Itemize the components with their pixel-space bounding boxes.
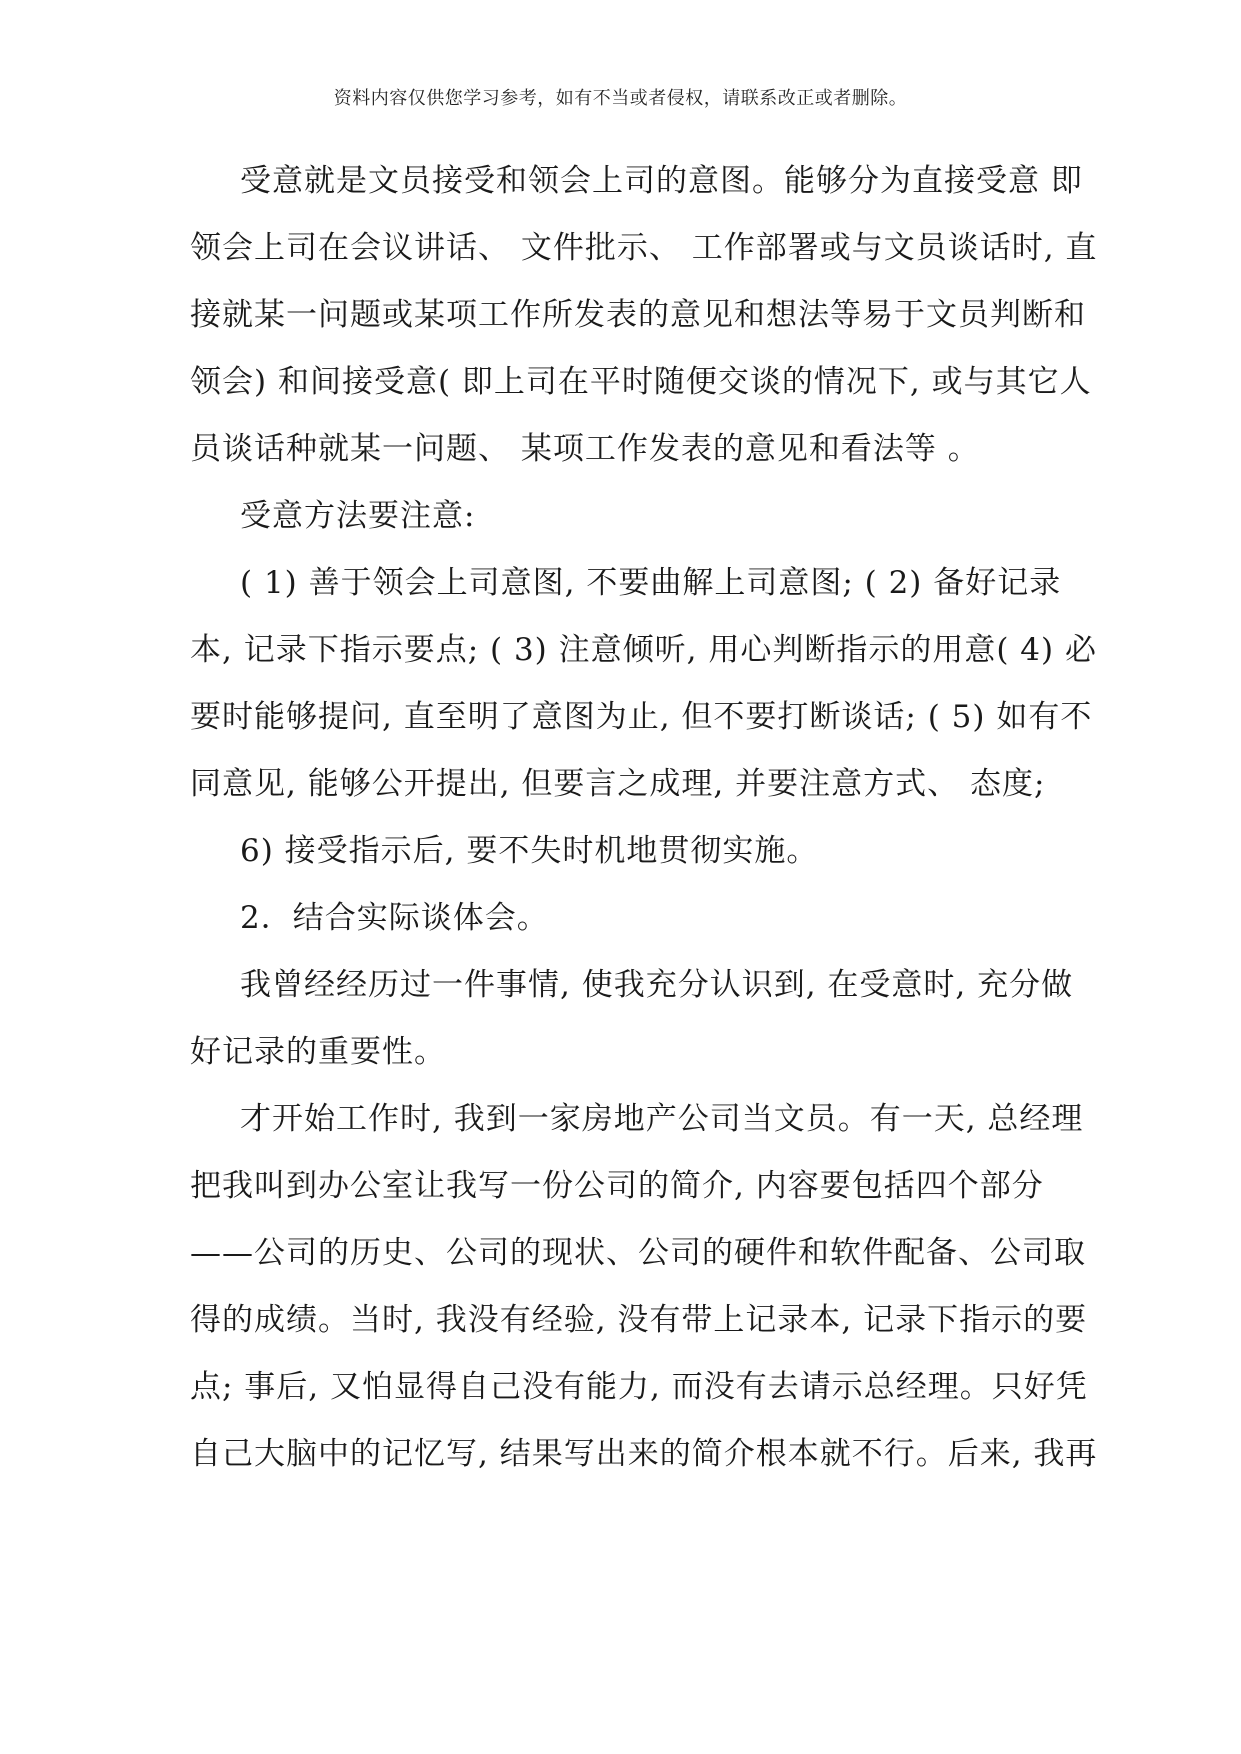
text-line: 才开始工作时, 我到一家房地产公司当文员。有一天, 总经理 xyxy=(240,1101,1084,1137)
disclaimer-header: 资料内容仅供您学习参考，如有不当或者侵权，请联系改正或者删除。 xyxy=(333,88,908,109)
text-line: 要时能够提问, 直至明了意图为止, 但不要打断谈话; ( 5) 如有不 xyxy=(190,699,1093,735)
text-line: 点; 事后, 又怕显得自己没有能力, 而没有去请示总经理。只好凭 xyxy=(190,1369,1088,1405)
text-line: 我曾经经历过一件事情, 使我充分认识到, 在受意时, 充分做 xyxy=(240,967,1074,1003)
text-line: ——公司的历史、公司的现状、公司的硬件和软件配备、公司取 xyxy=(190,1235,1086,1271)
text-line: 领会) 和间接受意( 即上司在平时随便交谈的情况下, 或与其它人 xyxy=(190,364,1092,400)
text-line: 领会上司在会议讲话、 文件批示、 工作部署或与文员谈话时, 直 xyxy=(190,230,1098,266)
body-text xyxy=(190,148,1098,1488)
text-line: 接就某一问题或某项工作所发表的意见和想法等易于文员判断和 xyxy=(190,297,1086,333)
text-line: 自己大脑中的记忆写, 结果写出来的简介根本就不行。后来, 我再 xyxy=(190,1436,1098,1472)
text-line: 本, 记录下指示要点; ( 3) 注意倾听, 用心判断指示的用意( 4) 必 xyxy=(190,632,1097,668)
text-line: ( 1) 善于领会上司意图, 不要曲解上司意图; ( 2) 备好记录 xyxy=(240,565,1062,601)
text-line: 2．结合实际谈体会。 xyxy=(240,900,549,936)
text-line: 得的成绩。当时, 我没有经验, 没有带上记录本, 记录下指示的要 xyxy=(190,1302,1088,1338)
text-line: 好记录的重要性。 xyxy=(190,1034,446,1070)
text-line: 同意见, 能够公开提出, 但要言之成理, 并要注意方式、 态度; xyxy=(190,766,1046,802)
text-line: 把我叫到办公室让我写一份公司的简介, 内容要包括四个部分 xyxy=(190,1168,1044,1204)
text-line: 6) 接受指示后, 要不失时机地贯彻实施。 xyxy=(240,833,819,869)
text-line: 受意就是文员接受和领会上司的意图。能够分为直接受意 即 xyxy=(240,163,1083,199)
text-line: 受意方法要注意: xyxy=(240,498,476,534)
text-line: 员谈话种就某一问题、 某项工作发表的意见和看法等 。 xyxy=(190,431,980,467)
